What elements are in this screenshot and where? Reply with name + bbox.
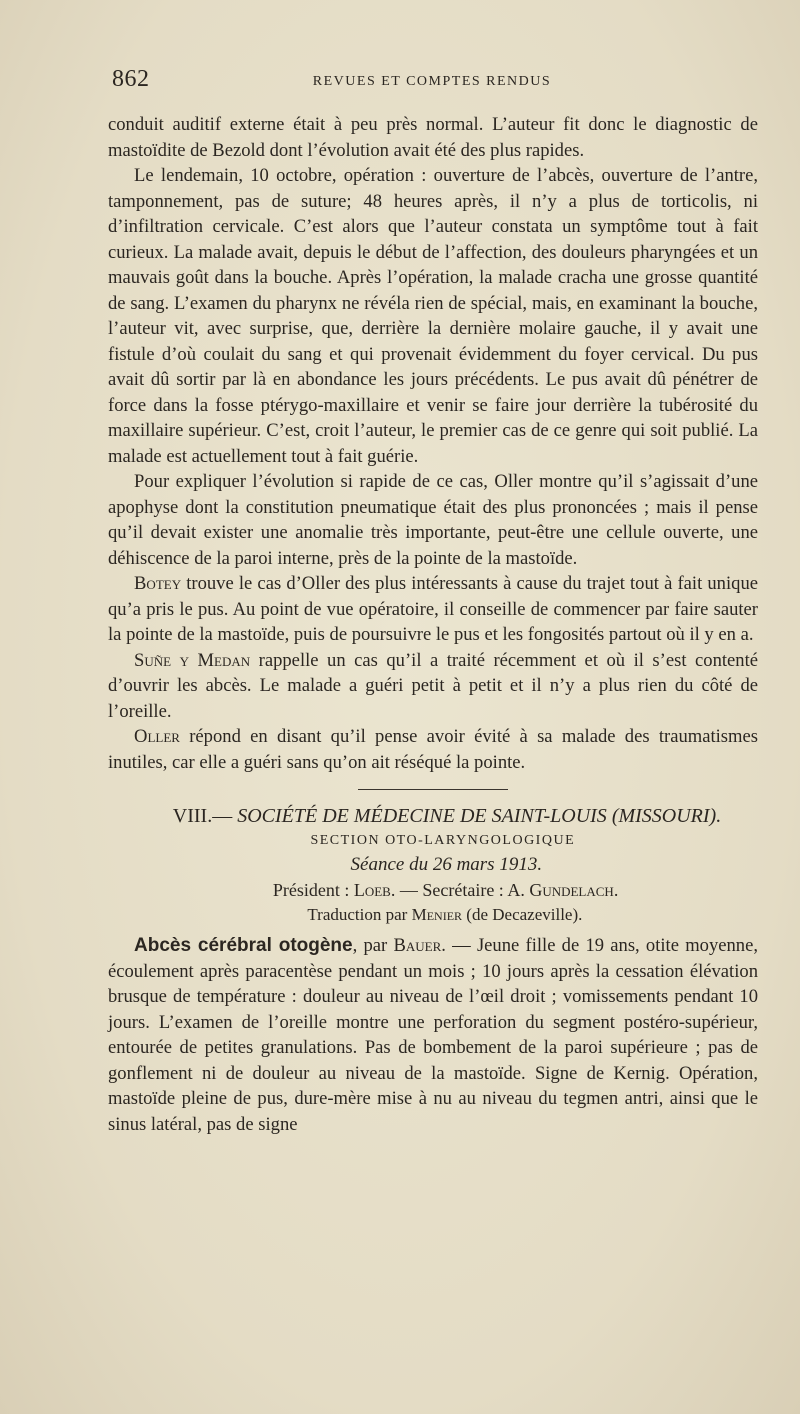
- speaker-name: Botey: [134, 573, 182, 594]
- running-title: REVUES ET COMPTES RENDUS: [312, 74, 552, 89]
- paragraph-botey: [108, 571, 758, 648]
- article-text: . — Jeune fille de 19 ans, otite moyenne, écoulement après paracentèse pendant un mois ; 10 jours après la cessation élévation brusque de température : douleur au niveau de l’œil droit ; vomissements pendant 10 jours. L’examen de l’oreille montre une perforation du segment postéro-supérieur, entourée de petites granulations. Pas de bombement de la paroi supérieure ; pas de gonflement ni de douleur au niveau de la mastoïde. Signe de Kernig. Opération, mastoïde pleine de pus, dure-mère mise à nu au niveau du tegmen antri, ainsi que le sinus latéral, pas de signe: [108, 935, 759, 1135]
- section-number: VIII.—: [172, 805, 238, 827]
- paragraph-text: trouve le cas d’Oller des plus intéressants à cause du trajet tout à fait unique qu’a pris le pus. Au point de vue opératoire, il conseille de commencer par faire sauter la pointe de la mastoïde, puis de poursuivre le pus et les fongosités partout où il y en a.: [108, 573, 758, 645]
- paragraph-operation: Le lendemain, 10 octobre, opération : ouverture de l’abcès, ouverture de l’antre, tamponnement, pas de suture; 48 heures après, il n’y a plus de torticolis, ni d’infiltration cervicale. C’est alors que l’auteur constata un symptôme tout à fait curieux. La malade avait, depuis le début de l’affection, des douleurs pharyngées et un mauvais goût dans la bouche. Après l’opération, la malade cracha une grosse quantité de sang. L’examen du pharynx ne révéla rien de spécial, mais, en examinant la bouche, l’auteur vit, avec surprise, que, derrière la dernière molaire gauche, il y avait une fistule d’où coulait du sang et qui provenait évidemment du foyer cervical. Du pus avait dû sortir par là en abondance les jours précédents. Le pus avait dû pénétrer de force dans la fosse ptérygo-maxillaire et venir se faire jour derrière la tubérosité du maxillaire supérieur. C’est, croit l’auteur, le premier cas de ce genre qui soit publié. La malade est actuellement tout à fait guérie.: [108, 165, 758, 467]
- article-by: , par: [352, 935, 394, 956]
- speaker-name: Oller: [134, 726, 180, 747]
- translator-name: Menier: [411, 905, 463, 924]
- paragraph-sune: [108, 648, 758, 725]
- secretary-end: .: [613, 879, 619, 900]
- article-title: Abcès cérébral otogène: [134, 935, 353, 956]
- subsection-heading: SECTION OTO-LARYNGOLOGIQUE: [310, 833, 576, 848]
- secretary-label: . — Secrétaire : A.: [390, 879, 530, 900]
- section-heading: [108, 802, 758, 830]
- paragraph-continued: conduit auditif externe était à peu près normal. L’auteur fit donc le diagnostic de mastoïdite de Bezold dont l’évolution avait été des plus rapides.: [108, 114, 758, 161]
- page-header: [112, 66, 752, 106]
- session-date: Séance du 26 mars 1913.: [350, 854, 543, 875]
- translation-label: Traduction par: [307, 905, 412, 924]
- officers-line: [108, 878, 758, 904]
- secretary-name: Gundelach: [529, 879, 614, 900]
- section-divider: [358, 789, 508, 790]
- paragraph-text: rappelle un cas qu’il a traité récemment et où il s’est contenté d’ouvrir les abcès. Le malade a guéri petit à petit et il n’y a plus rien du côté de l’oreille.: [108, 649, 758, 722]
- president-label: Président :: [272, 879, 354, 900]
- article-author: Bauer: [393, 935, 442, 956]
- page-number: 862: [112, 66, 150, 92]
- paragraph-oller: [108, 724, 758, 775]
- page-body: [108, 112, 758, 1137]
- translation-line: [108, 903, 758, 927]
- article-paragraph: [108, 933, 758, 1137]
- paragraph-text: répond en disant qu’il pense avoir évité à sa malade des traumatismes inutiles, car elle a guéri sans qu’on ait réséqué la pointe.: [108, 726, 758, 773]
- section-title-paren: (MISSOURI).: [611, 805, 722, 827]
- president-name: Loeb: [353, 879, 391, 900]
- speaker-name: Suñe y Medan: [134, 649, 251, 671]
- translation-end: (de Decazeville).: [462, 905, 583, 924]
- paragraph-explanation: Pour expliquer l’évolution si rapide de ce cas, Oller montre qu’il s’agissait d’une apophyse dont la constitution pneumatique était des plus prononcées ; mais il pense qu’il devait exister une anomalie très importante, peut-être une cellule ouverte, une déhiscence de la paroi interne, près de la pointe de la mastoïde.: [108, 471, 758, 569]
- section-title: SOCIÉTÉ DE MÉDECINE DE SAINT-LOUIS: [237, 805, 607, 827]
